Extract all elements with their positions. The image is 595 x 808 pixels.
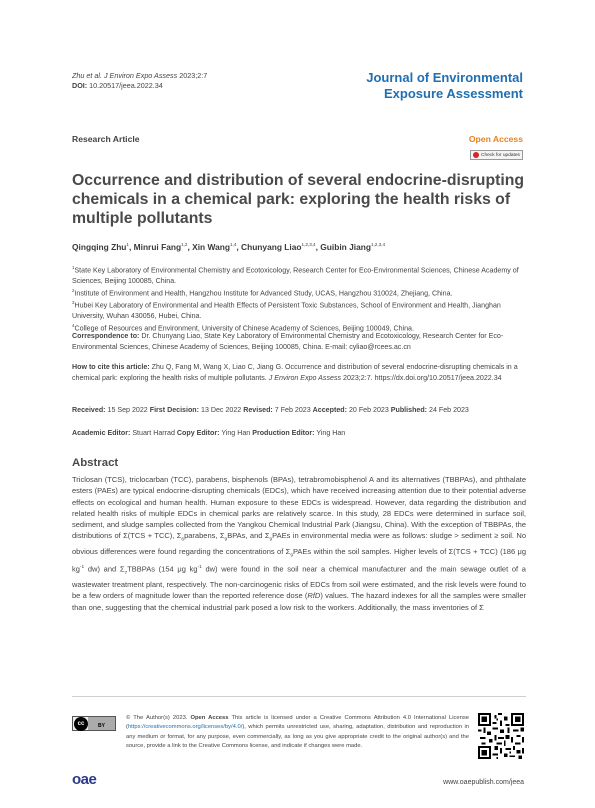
license-link[interactable]: https://creativecommons.org/licenses/by/4.0/ <box>127 724 243 731</box>
license-text: © The Author(s) 2023. Open Access This article is licensed under a Creative Commons Attribution 4.0 International License (https://creativecommons.org/licenses/by/4.0/), which permits unrestricted use, sharing, adaptation, distribution and reproduction in any medium or format, for any purpose, even commercially, as long as you give appropriate credit to the original author(s) and the source, provide a link to the Creative Commons license, and indicate if changes were made. <box>126 715 469 750</box>
check-updates-icon <box>473 152 479 158</box>
license-divider <box>72 696 526 697</box>
doi-link[interactable]: 10.20517/jeea.2022.34 <box>89 81 163 90</box>
author[interactable]: Qingqing Zhu <box>72 242 127 252</box>
correspondence: Correspondence to: Dr. Chunyang Liao, State Key Laboratory of Environmental Chemistry and Ecotoxicology, Research Center for Eco-Environmental Sciences, Chinese Academy of Sciences, Beijing 100085, China. E-mail: cyliao@rcees.ac.cn <box>72 332 504 351</box>
publisher-logo[interactable]: oae <box>72 771 97 788</box>
author[interactable]: Minrui Fang <box>133 242 182 252</box>
cc-icon: cc <box>74 717 88 731</box>
abstract-text: Triclosan (TCS), triclocarban (TCC), parabens, bisphenols (BPAs), tetrabromobisphenol A and its alternatives (TBBPAs), and phthalate esters (PAEs) are typical endocrine-disrupting chemicals (EDCs), which have received increasing attention due to their potential adverse effects on ecological and human health. Human exposure to these EDCs is widespread. However, data regarding the distribution and related health risks of multiple EDCs in chemical parks are relatively scarce. In this study, 28 EDCs were determined in surface soil, sediment, and sludge samples collected from the Yangkou Chemical Industrial Park (Jiangsu, China). With the exception of TBBPAs, the distributions of Σ(TCS + TCC), $\Sigma_6parabens$, $\Sigma_9BPAs$, and $\Sigma_9PAEs$ in environmental media were as follows: sludge > sediment ≥ soil. No obvious differences were found regarding the concentrations of $\Sigma_9PAEs$ within the soil samples. Higher levels of Σ(TCS + TCC) (186 μg $kg^{-1}$ dw) and $\Sigma_7TBBPAs$ (154 μg $kg^{-1}$ dw) were found in the soil near a chemical manufacturer and the main sewage outlet of a wastewater treatment plant, respectively. The non-carcinogenic risks of EDCs from soil were estimated, and the risk levels were found to be a few orders of magnitude lower than the reported reference dose (RfD) values. The hazard indexes for all the samples were smaller than one, suggesting that the chemical industrial park posed a low risk to the workers. Additionally, the mass inventories of Σ <box>72 475 526 612</box>
editors: Academic Editor: Stuart Harrad Copy Editor: Ying Han Production Editor: Ying Han <box>72 429 346 437</box>
how-to-cite: How to cite this article: Zhu Q, Fang M, Wang X, Liao C, Jiang G. Occurrence and distribution of several endocrine-disrupting chemicals in a chemical park: exploring the health risks of multiple pollutants. J Environ Expo Assess 2023;2:7. https://dx.doi.org/10.20517/jeea.2022.34 <box>72 363 518 382</box>
affiliations <box>72 263 527 334</box>
check-updates-badge[interactable]: Check for updates <box>470 150 523 160</box>
cc-by-license-badge[interactable] <box>72 716 116 731</box>
affiliation-item: $^1$State Key Laboratory of Environmental Chemistry and Ecotoxicology, Research Center for Eco-Environmental Sciences, Chinese Academy of Sciences, Beijing 100085, China. <box>72 265 519 285</box>
journal-name: Journal of Environmental Exposure Assessment <box>366 70 523 101</box>
article-dates: Received: 15 Sep 2022 First Decision: 13 Dec 2022 Revised: 7 Feb 2023 Accepted: 20 Feb 2023 Published: 24 Feb 2023 <box>72 406 469 414</box>
author[interactable]: Guibin Jiang <box>320 242 371 252</box>
by-icon: BY <box>88 717 115 730</box>
publisher-website[interactable]: www.oaepublish.com/jeea <box>443 779 524 786</box>
article-title: Occurrence and distribution of several endocrine-disrupting chemicals in a chemical park: exploring the health risks of multiple pollutants <box>72 172 525 227</box>
open-access-label: Open Access <box>468 134 523 144</box>
author[interactable]: Chunyang Liao <box>241 242 302 252</box>
author-list: Qingqing Zhu$^1$, Minrui Fang$^{1,2}$, Xin Wang$^{1,4}$, Chunyang Liao$^{1,2,3,4}$, Guibin Jiang$^{1,2,3,4}$ <box>72 242 386 252</box>
qr-code-icon[interactable] <box>478 713 524 759</box>
abstract-heading: Abstract <box>72 457 119 469</box>
author[interactable]: Xin Wang <box>192 242 230 252</box>
affiliation-item: $^2$Institute of Environment and Health, Hangzhou Institute for Advanced Study, UCAS, Hangzhou 310024, Zhejiang, China. <box>72 287 453 298</box>
running-citation: Zhu et al. J Environ Expo Assess 2023;2:7 DOI: 10.20517/jeea.2022.34 <box>72 71 208 90</box>
affiliation-item: $^4$College of Resources and Environment, University of Chinese Academy of Sciences, Beijing 100049, China. <box>72 323 414 333</box>
article-type: Research Article <box>72 134 140 144</box>
affiliation-item: $^3$Hubei Key Laboratory of Environmental and Health Effects of Persistent Toxic Substances, School of Environment and Health, Jianghan University, Wuhan 430056, Hubei, China. <box>72 300 501 320</box>
